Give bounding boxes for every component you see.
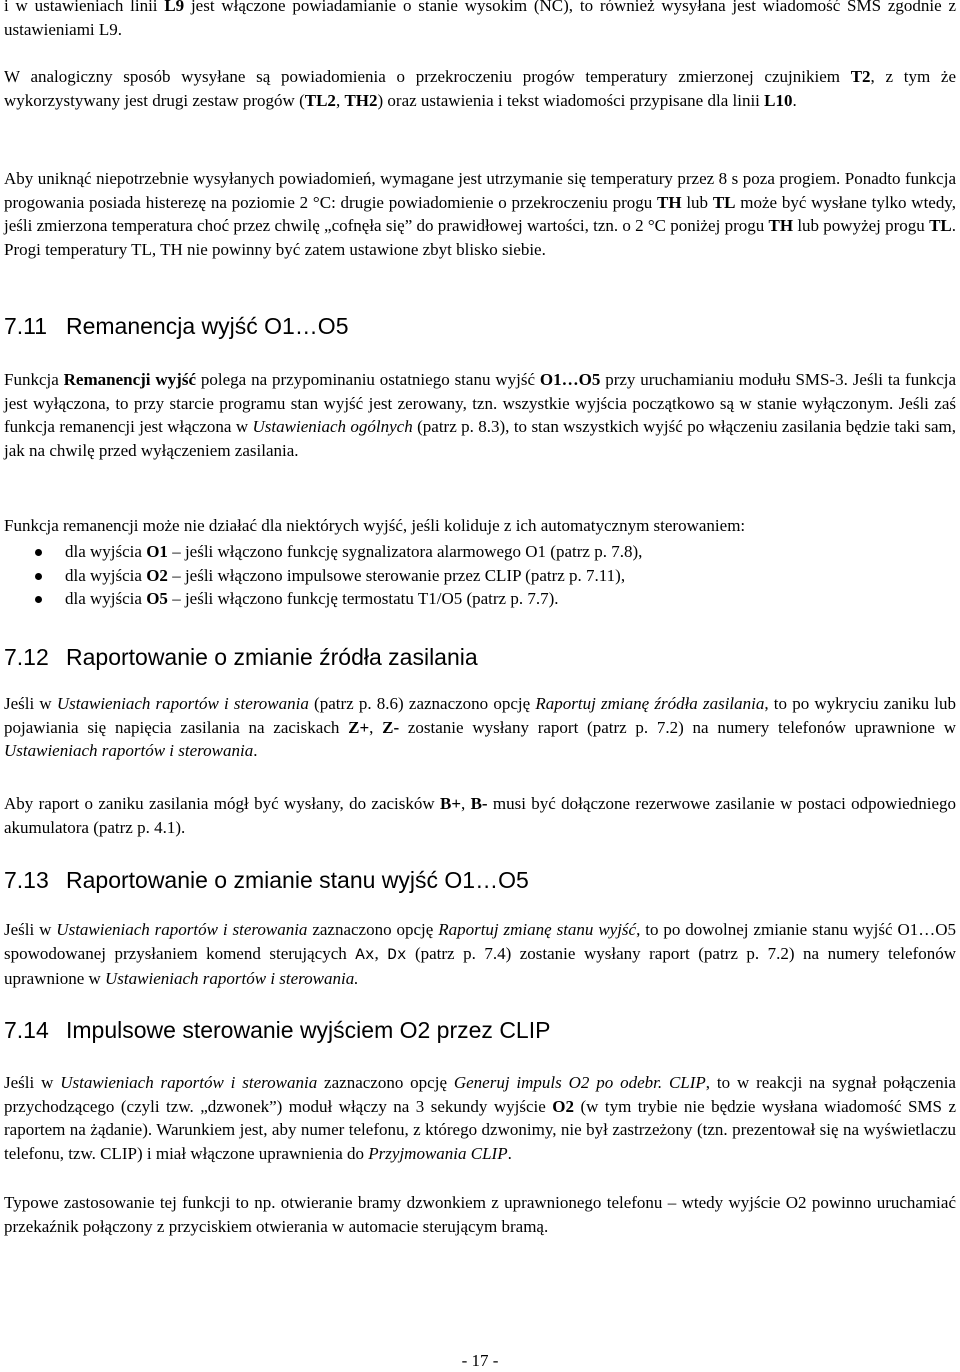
paragraph — [4, 0, 956, 41]
bold-text: B+ — [439, 794, 462, 813]
text-run: , — [369, 717, 383, 737]
section-title: Raportowanie o zmianie stanu wyjść O1…O5 — [66, 867, 529, 893]
text-run: Jeśli w — [4, 694, 57, 713]
paragraph — [4, 368, 956, 462]
italic-text: Generuj impuls O2 po odebr. CLIP — [453, 1073, 706, 1092]
text-run: (w tym trybie nie będzie wysłana wiadomość SMS z raportem na żądanie). Warunkiem jest, aby numer telefonu, z którego dzwonimy, nie był zastrzeżony (tzn. prezentował się na wyświetlaczu telefonu, tzw. CLIP) i miał włączone uprawnienia do — [4, 1096, 957, 1163]
bold-text: O2 — [146, 565, 168, 585]
text-run: Typowe zastosowanie tej funkcji to np. otwieranie bramy dzwonkiem z uprawnionego telefonu – wtedy wyjście O2 powinno uruchamiać przekaźnik połączony z przyciskiem otwierania w automacie sterującym bramą. — [4, 1193, 956, 1236]
text-run: (patrz p. 7.4) zostanie wysłany raport (patrz p. 7.2) na numery telefonów uprawnione w — [4, 943, 956, 989]
paragraph — [4, 65, 956, 112]
text-run: ), to również wysyłana jest wiadomość SMS zgodnie z ustawieniami L9. — [4, 0, 957, 39]
bold-text: T2 — [850, 67, 871, 86]
text-run: (patrz p. 8.3), to stan wszystkich wyjść po włączeniu zasilania będzie taki sam, jak na chwilę przed wyłączeniem zasilania. — [4, 417, 957, 460]
text-run: . — [507, 1143, 512, 1163]
text-run: lub powyżej progu — [793, 216, 930, 236]
section-heading — [4, 866, 529, 894]
bold-text: O2 — [552, 1096, 574, 1116]
list-item — [4, 564, 956, 588]
italic-text: Ustawieniach ogólnych — [252, 417, 413, 437]
text-run: zaznaczono opcję — [317, 1073, 454, 1092]
bold-text: O5 — [146, 589, 168, 609]
text-run: dla wyjścia — [65, 565, 147, 585]
bullet-list — [4, 540, 956, 611]
text-run: dla wyjścia — [65, 542, 147, 561]
text-run: , z tym że wykorzystywany jest drugi zestaw progów ( — [4, 67, 956, 110]
text-run: Aby uniknąć niepotrzebnie wysyłanych powiadomień, wymagane jest utrzymanie się temperatury przez 8 s poza progiem. Ponadto funkcja progowania posiada histerezę na poziomie 2 °C: drugie powiadomienie o przekroczeniu progu — [4, 169, 956, 212]
section-number: 7.12 — [4, 644, 49, 670]
italic-text: Ustawieniach raportów i sterowania — [56, 694, 309, 713]
text-run: , to po dowolnej zmianie stanu wyjść O1…O5 spowodowanej przysłaniem komend sterujących — [4, 920, 957, 963]
list-item-text — [65, 542, 642, 561]
section-title: Impulsowe sterowanie wyjściem O2 przez CLIP — [66, 1017, 551, 1043]
text-run: . — [253, 741, 258, 761]
code-text: Ax — [355, 945, 375, 964]
bold-text: Remanencji wyjść — [63, 370, 197, 389]
text-run: – jeśli włączono impulsowe sterowanie przez CLIP (patrz p. 7.11), — [167, 565, 626, 585]
list-item-text — [65, 589, 559, 608]
list-item-text — [65, 566, 625, 585]
text-run: lub — [681, 192, 713, 212]
text-run: – jeśli włączono funkcję sygnalizatora alarmowego O1 (patrz p. 7.8), — [167, 542, 643, 561]
section-number: 7.14 — [4, 1017, 49, 1043]
text-run: , to po wykryciu zaniku lub pojawiania się napięcia zasilania na zaciskach — [4, 694, 957, 737]
text-run: musi być dołączone rezerwowe zasilanie w postaci odpowiedniego akumulatora (patrz p. 4.1). — [4, 794, 956, 837]
section-heading — [4, 1016, 550, 1044]
paragraph — [4, 692, 956, 763]
text-run: jest włączone powiadamianie o stanie wysokim ( — [184, 0, 540, 15]
text-run: , — [461, 794, 471, 813]
text-run: polega na przypominaniu ostatniego stanu wyjść — [196, 370, 540, 389]
bold-text: L10 — [764, 90, 793, 110]
italic-text: Ustawieniach raportów i sterowania — [56, 920, 308, 939]
text-run: . Progi temperatury TL, TH nie powinny być zatem ustawione zbyt blisko siebie. — [4, 216, 956, 259]
italic-text: Ustawieniach raportów i sterowania. — [105, 969, 359, 989]
paragraph — [4, 1191, 956, 1238]
paragraph — [4, 167, 956, 261]
text-run: . — [792, 90, 797, 110]
text-run: ) oraz ustawienia i tekst wiadomości przypisane dla linii — [377, 90, 765, 110]
italic-text: Przyjmowania CLIP — [368, 1143, 508, 1163]
bold-text: Z+ — [348, 717, 370, 737]
bold-text: TL2 — [304, 90, 336, 110]
bullet-icon — [35, 573, 42, 580]
bold-text: TH — [657, 192, 682, 212]
bullet-icon — [35, 596, 42, 603]
section-number: 7.13 — [4, 867, 49, 893]
paragraph — [4, 792, 956, 839]
bold-text: Z- — [382, 717, 400, 737]
bold-text: O1…O5 — [539, 370, 601, 389]
bullet-icon — [35, 549, 42, 556]
text-run: zostanie wysłany raport (patrz p. 7.2) na numery telefonów uprawnione w — [399, 717, 956, 737]
text-run: , to w reakcji na sygnał połączenia przychodzącego (czyli tzw. „dzwonek”) moduł włączy na 3 sekundy wyjście — [4, 1073, 956, 1116]
section-title: Remanencja wyjść O1…O5 — [66, 313, 349, 339]
list-item — [4, 587, 956, 611]
section-heading — [4, 312, 349, 340]
text-run: Aby raport o zaniku zasilania mógł być wysłany, do zacisków — [4, 794, 440, 813]
italic-text: Ustawieniach raportów i sterowania — [60, 1073, 318, 1092]
text-run: Funkcja — [4, 370, 64, 389]
text-run: zaznaczono opcję — [307, 920, 439, 939]
bold-text: TH — [768, 216, 794, 236]
text-run: , — [374, 943, 388, 963]
bold-text: B- — [470, 794, 488, 813]
text-run: (patrz p. 8.6) zaznaczono opcję — [308, 694, 536, 713]
text-run: – jeśli włączono funkcję termostatu T1/O5 (patrz p. 7.7). — [167, 589, 559, 609]
text-run: Jeśli w — [4, 1073, 61, 1092]
text-run: Jeśli w — [4, 920, 57, 939]
text-run: , — [335, 90, 345, 110]
section-number: 7.11 — [4, 313, 48, 339]
section-heading — [4, 643, 478, 671]
paragraph — [4, 1071, 956, 1165]
text-run: NC — [539, 0, 564, 15]
italic-text: Raportuj zmianę stanu wyjść — [438, 920, 637, 939]
bold-text: TL — [712, 192, 736, 212]
code-text: Dx — [387, 945, 407, 964]
page-number: - 17 - — [461, 1351, 499, 1370]
text-run: przy uruchamianiu modułu SMS-3. Jeśli ta funkcja jest wyłączona, to przy starcie programu stan wyjść jest zerowany, tzn. wszystkie wyjścia początkowo są w stanie wyłączonym. Jeśli zaś funkcja remanencji jest włączona w — [4, 370, 957, 437]
paragraph — [4, 514, 956, 538]
text-run: dla wyjścia — [65, 589, 147, 609]
list-item — [4, 540, 956, 564]
text-run: Funkcja remanencji może nie działać dla niektórych wyjść, jeśli koliduje z ich automatycznym sterowaniem: — [4, 516, 746, 535]
text-run: i w ustawieniach linii — [4, 0, 165, 15]
paragraph — [4, 918, 956, 991]
italic-text: Raportuj zmianę źródła zasilania — [535, 694, 765, 713]
bold-text: O1 — [146, 542, 168, 561]
bold-text: TL — [929, 216, 952, 236]
bold-text: L9 — [164, 0, 185, 15]
italic-text: Ustawieniach raportów i sterowania — [4, 741, 254, 761]
text-run: W analogiczny sposób wysyłane są powiadomienia o przekroczeniu progów temperatury zmierzonej czujnikiem — [4, 67, 851, 86]
text-run: może być wysłane tylko wtedy, jeśli zmierzona temperatura choć przez chwilę „cofnęła się” do prawidłowej wartości, tzn. o 2 °C poniżej progu — [4, 192, 957, 236]
section-title: Raportowanie o zmianie źródła zasilania — [66, 644, 478, 670]
bold-text: TH2 — [344, 90, 378, 110]
